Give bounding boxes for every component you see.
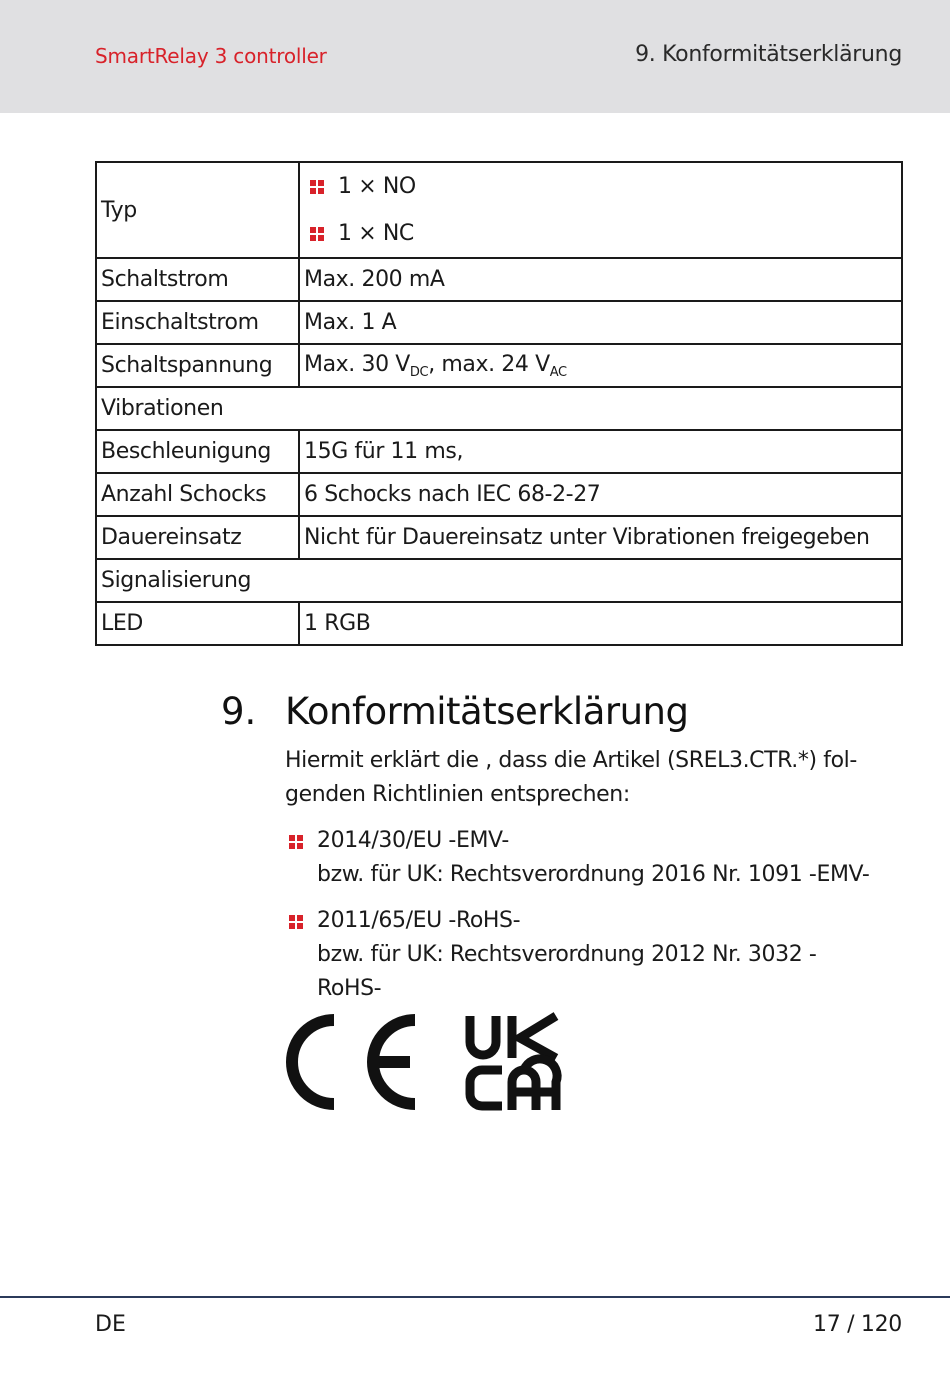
directive-rohs: 2011/65/EU -RoHS-	[317, 908, 521, 933]
section-title: Konformitätserklärung	[285, 690, 689, 733]
typ-label: Typ	[96, 162, 299, 258]
schaltspannung-value	[299, 344, 902, 387]
table-row	[96, 162, 902, 258]
einschaltstrom-label: Einschaltstrom	[96, 301, 299, 344]
table-row	[96, 559, 902, 602]
table-row	[96, 473, 902, 516]
language-code: DE	[95, 1312, 126, 1337]
ce-mark-icon	[292, 1020, 415, 1104]
brand-title: SmartRelay 3 controller	[95, 44, 327, 68]
table-row	[96, 344, 902, 387]
list-item	[289, 904, 909, 1006]
beschleunigung-value: 15G für 11 ms,	[299, 430, 902, 473]
schocks-value: 6 Schocks nach IEC 68-2-27	[299, 473, 902, 516]
conformity-marks	[284, 1012, 564, 1116]
chapter-title: 9. Konformitätserklärung	[635, 42, 902, 67]
table-row	[96, 258, 902, 301]
schaltspannung-label: Schaltspannung	[96, 344, 299, 387]
bullet-icon	[310, 227, 324, 241]
bullet-icon	[289, 915, 303, 1006]
directive-emv-uk: bzw. für UK: Rechtsverordnung 2016 Nr. 1091 -EMV-	[317, 862, 870, 887]
schaltstrom-label: Schaltstrom	[96, 258, 299, 301]
typ-value-no: 1 × NO	[338, 174, 416, 199]
schaltspannung-sub2: AC	[549, 364, 567, 380]
schocks-label: Anzahl Schocks	[96, 473, 299, 516]
schaltstrom-value: Max. 200 mA	[299, 258, 902, 301]
list-item	[304, 210, 897, 257]
beschleunigung-label: Beschleunigung	[96, 430, 299, 473]
section-number: 9.	[221, 690, 257, 733]
dauereinsatz-label: Dauereinsatz	[96, 516, 299, 559]
list-item	[289, 824, 909, 892]
schaltspannung-sub1: DC	[409, 364, 429, 380]
dauereinsatz-value: Nicht für Dauereinsatz unter Vibrationen freigegeben	[299, 516, 902, 559]
spec-table	[95, 161, 903, 646]
typ-value	[299, 162, 902, 258]
page-header	[0, 0, 950, 113]
table-row	[96, 301, 902, 344]
directive-rohs-uk: bzw. für UK: Rechtsverordnung 2012 Nr. 3032 -RoHS-	[317, 942, 817, 1001]
vibrationen-heading: Vibrationen	[96, 387, 902, 430]
einschaltstrom-value: Max. 1 A	[299, 301, 902, 344]
led-value: 1 RGB	[299, 602, 902, 645]
table-row	[96, 430, 902, 473]
schaltspannung-part2: , max. 24 V	[428, 351, 550, 377]
list-item	[304, 163, 897, 210]
bullet-icon	[310, 180, 324, 194]
ukca-mark-icon	[470, 1016, 557, 1110]
directive-emv: 2014/30/EU -EMV-	[317, 828, 509, 853]
footer-divider	[0, 1296, 950, 1298]
table-row	[96, 387, 902, 430]
table-row	[96, 602, 902, 645]
directive-list	[289, 824, 909, 1018]
table-row	[96, 516, 902, 559]
section-intro: Hiermit erklärt die , dass die Artikel (SREL3.CTR.*) fol-genden Richtlinien entsprechen:	[285, 748, 857, 807]
signalisierung-heading: Signalisierung	[96, 559, 902, 602]
schaltspannung-part1: Max. 30 V	[304, 351, 410, 377]
bullet-icon	[289, 835, 303, 892]
led-label: LED	[96, 602, 299, 645]
typ-value-nc: 1 × NC	[338, 221, 414, 246]
page-number: 17 / 120	[813, 1312, 902, 1337]
